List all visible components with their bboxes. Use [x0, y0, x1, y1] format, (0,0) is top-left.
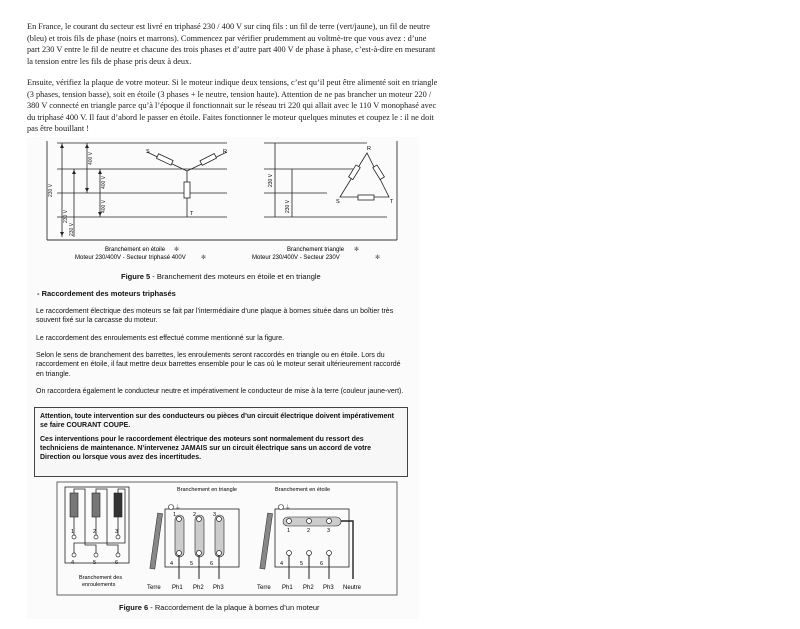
terminal-number: 1 [71, 529, 75, 535]
intro-paragraph-voltage: En France, le courant du secteur est livré en triphasé 230 / 400 V sur cinq fils : un fil de terre (vert/jaune), un fil de neutre (bleu) et trois fils de phase (noirs et marrons). Commencez par vérifier prudemment au voltmè-tre que vous avez : d’une part 230 V entre le fil de neutre et chacune des trois phases et d’autre part 400 V de phase à phase, c’est-à-dire en mesurant la tension entre les fils de phase pris deux à deux. [27, 22, 436, 66]
figure5-frame [47, 141, 397, 240]
windings-label: enroulements [82, 582, 116, 588]
warning-text: Ces interventions pour le raccordement électrique des moteurs sont normalement du ressort des techniciens de maintenance. N’intervenez JAMAIS sur un circuit électrique sans un accord de votre Direction ou lorsque vous avez des incertitudes. [40, 435, 372, 462]
triangle-connection-label: Branchement triangle [287, 247, 345, 253]
windings-label: Branchement des [79, 575, 123, 581]
triangle-board-title: Branchement en triangle [177, 487, 237, 493]
voltage-label: 400 V [88, 151, 94, 165]
section-paragraph: Selon le sens de branchement des barrettes, les enroulements seront raccordés en triangle ou en étoile. Lors du raccordement en étoile, il faut mettre deux barrettes ensemble pour le cas où le moteur serait ultérieurement raccordé en triangle. [36, 352, 401, 378]
triangle-supply-lines [264, 143, 387, 217]
terminal-r-label: R [223, 149, 227, 155]
scanned-manual-page [27, 137, 419, 619]
voltage-label: 230 V [285, 199, 291, 213]
voltage-label: 400 V [101, 175, 107, 189]
phase1-label: Ph1 [172, 585, 183, 591]
phase1-label: Ph1 [282, 585, 293, 591]
windings-box [65, 487, 129, 563]
earth-label: Terre [257, 585, 271, 591]
figure5-caption [121, 272, 321, 281]
star-terminal-board [260, 504, 353, 579]
figure6-caption [119, 603, 320, 612]
section-heading: - Raccordement des moteurs triphasés [37, 289, 176, 298]
motor-symbol-icon: ✻ [354, 247, 360, 253]
section-paragraph: Le raccordement des enroulements est effectué comme mentionné sur la figure. [36, 335, 285, 342]
warning-box [34, 407, 408, 477]
intro-paragraph-motor-plate: Ensuite, vérifiez la plaque de votre moteur. Si le moteur indique deux tensions, c’est qu’il peut être alimenté soit en triangle (3 phases, tension basse), soit en étoile (3 phases + le neutre, tension haute). Attention de ne pas brancher un moteur 220 / 380 V connecté en triangle parce qu’à l’époque il fonctionnait sur le réseau tri 220 qui allait avec le 110 V monophasé avec du triphasé 400 V. Il faut d’abord le passer en étoile. Faites fonctionner le moteur quelques minutes et coupez le : il ne doit pas être bouillant ! [27, 78, 438, 134]
earth-icon: ⏚ [285, 505, 291, 511]
voltage-label: 230 V [268, 173, 274, 187]
terminal-t-label: T [190, 211, 194, 217]
terminal-s-label: S [336, 199, 340, 205]
terminal-number: 2 [307, 528, 311, 534]
star-supply-lines [57, 143, 227, 237]
terminal-number: 4 [71, 560, 75, 566]
figure5-caption-text: - Branchement des moteurs en étoile et en triangle [150, 272, 321, 281]
voltage-label: 230 V [69, 222, 75, 236]
terminal-number: 6 [115, 560, 119, 566]
terminal-number: 4 [170, 561, 174, 567]
terminal-number: 5 [300, 561, 304, 567]
figure5-caption-number: Figure 5 [121, 272, 151, 281]
terminal-number: 2 [193, 512, 197, 518]
terminal-t-label: T [390, 199, 394, 205]
star-connection-sublabel: Moteur 230/400V - Secteur triphasé 400V [75, 255, 186, 261]
motor-symbol-icon: ✻ [375, 255, 381, 261]
terminal-number: 6 [210, 561, 214, 567]
triangle-windings [340, 153, 389, 200]
voltage-label: 230 V [48, 183, 54, 197]
figure6-diagram [27, 479, 419, 599]
earth-icon: ⏚ [175, 505, 181, 511]
voltage-label: 400 V [101, 199, 107, 213]
figure5-diagram [27, 137, 419, 272]
section-paragraph: On raccordera également le conducteur neutre et impérativement le conducteur de mise à la terre (couleur jaune-vert). [36, 388, 404, 395]
terminal-number: 3 [327, 528, 331, 534]
motor-symbol-icon: ✻ [201, 255, 207, 261]
terminal-number: 4 [280, 561, 284, 567]
figure6-caption-text: - Raccordement de la plaque à bornes d’un moteur [148, 603, 320, 612]
earth-label: Terre [147, 585, 161, 591]
terminal-number: 3 [213, 512, 217, 518]
terminal-number: 5 [190, 561, 194, 567]
figure6-caption-number: Figure 6 [119, 603, 149, 612]
motor-symbol-icon: ✻ [174, 247, 180, 253]
phase3-label: Ph3 [323, 585, 334, 591]
phase2-label: Ph2 [303, 585, 314, 591]
terminal-number: 6 [320, 561, 324, 567]
star-connection-label: Branchement en étoile [105, 247, 166, 253]
terminal-number: 2 [93, 529, 97, 535]
terminal-number: 5 [93, 560, 97, 566]
warning-text: Attention, toute intervention sur des conducteurs ou pièces d’un circuit électrique doivent impérativement se faire COURANT COUPE. [40, 413, 394, 430]
terminal-number: 3 [115, 529, 119, 535]
terminal-s-label: S [146, 149, 150, 155]
star-windings [147, 152, 227, 217]
neutral-label: Neutre [343, 585, 362, 591]
terminal-r-label: R [367, 146, 371, 152]
terminal-number: 1 [287, 528, 291, 534]
phase2-label: Ph2 [193, 585, 204, 591]
voltage-label: 230 V [63, 209, 69, 223]
star-board-title: Branchement en étoile [275, 487, 331, 493]
terminal-number: 1 [173, 512, 177, 518]
triangle-connection-sublabel: Moteur 230/400V - Secteur 230V [252, 255, 340, 261]
section-paragraph: Le raccordement électrique des moteurs se fait par l’intermédiaire d’une plaque à bornes située dans un boîtier très souvent fixé sur la carcasse du moteur. [36, 308, 394, 325]
phase3-label: Ph3 [213, 585, 224, 591]
